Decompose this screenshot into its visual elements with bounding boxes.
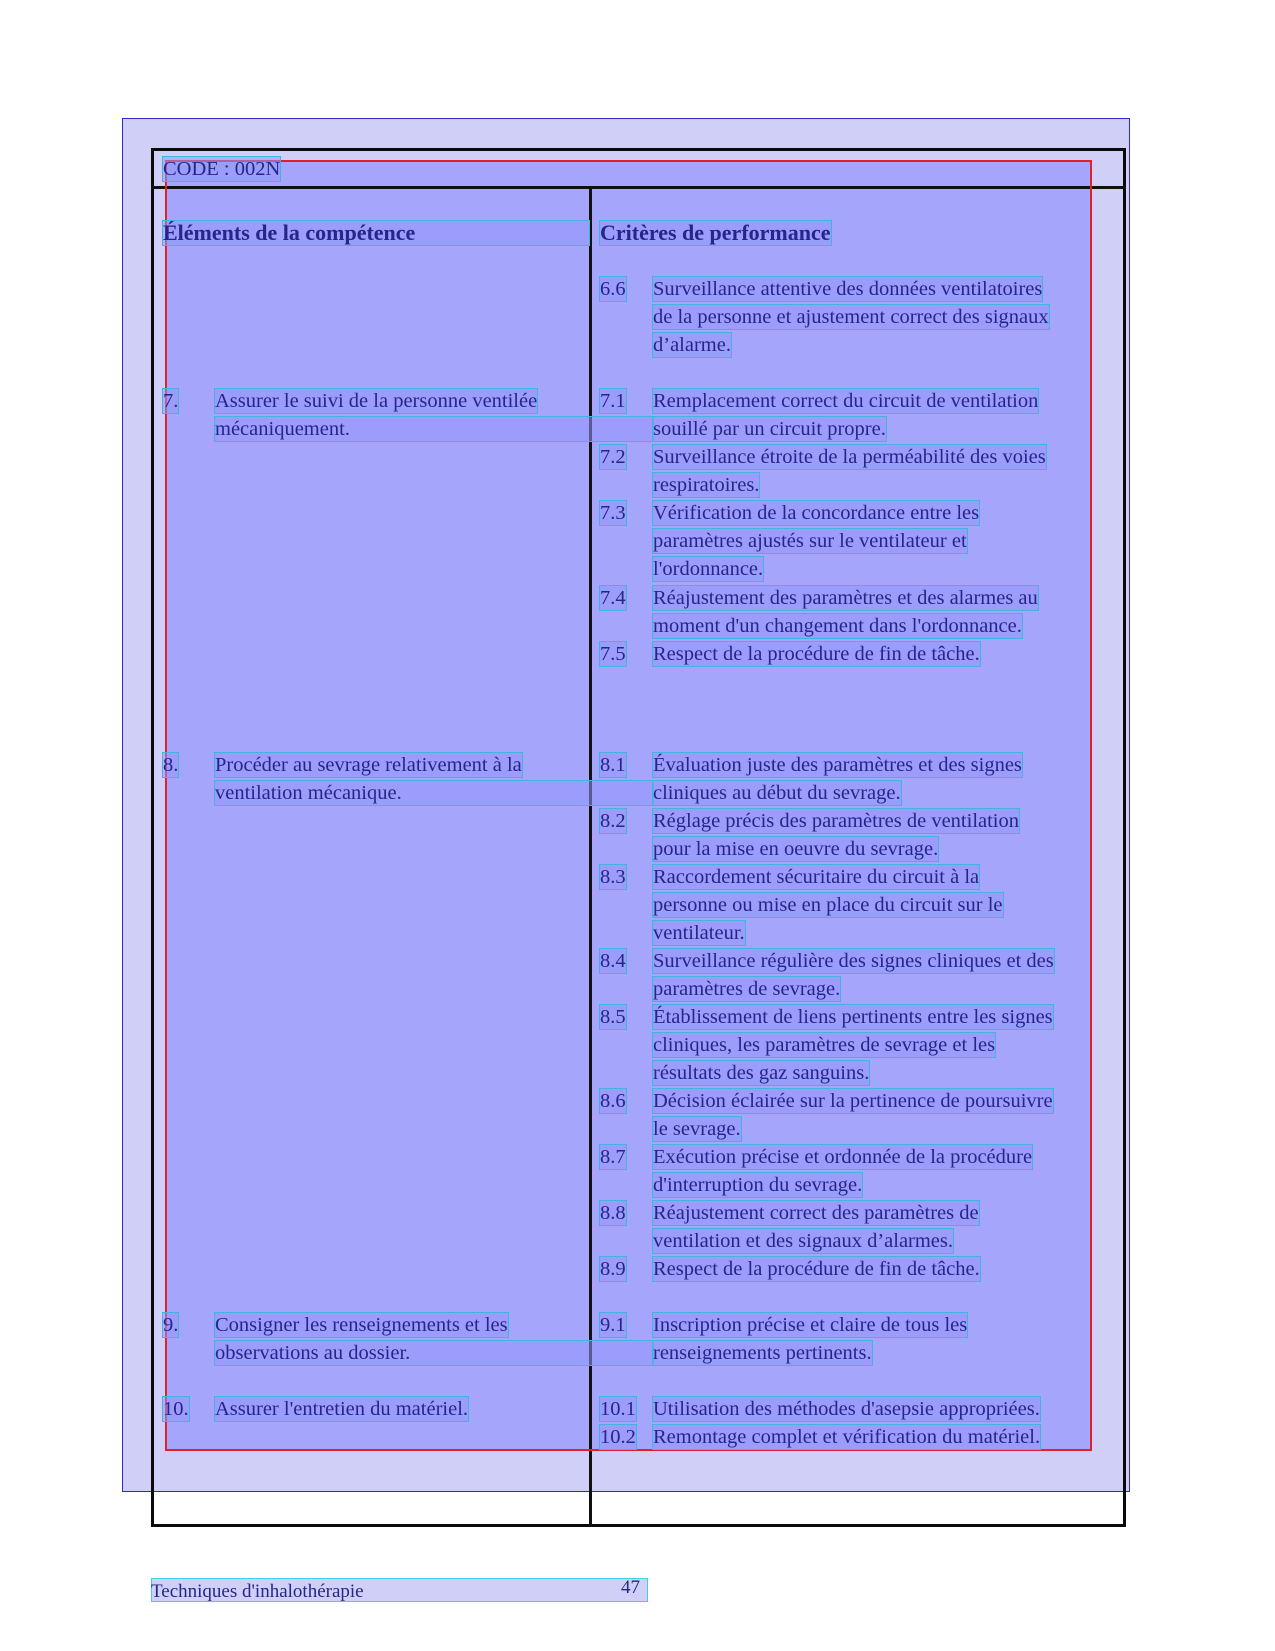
criterion-text-line: Inscription précise et claire de tous les xyxy=(653,1314,968,1336)
criterion-text-line: Établissement de liens pertinents entre les signes xyxy=(653,1006,1053,1028)
criterion-text-line: d'interruption du sevrage. xyxy=(653,1174,863,1196)
footer-program-title: Techniques d'inhalothérapie xyxy=(151,1581,364,1602)
criterion-text-line: Respect de la procédure de fin de tâche. xyxy=(653,643,980,665)
criterion-number: 7.2 xyxy=(600,446,626,468)
criterion-number: 6.6 xyxy=(600,278,626,300)
code-label: CODE : 002N xyxy=(163,158,281,180)
criterion-text-line: Vérification de la concordance entre les xyxy=(653,502,980,524)
criterion-text-line: Surveillance régulière des signes cliniques et des xyxy=(653,950,1054,972)
criterion-number: 7.3 xyxy=(600,502,626,524)
criterion-number: 10.1 xyxy=(600,1398,636,1420)
criterion-text-line: Utilisation des méthodes d'asepsie appropriées. xyxy=(653,1398,1040,1420)
element-text-line: mécaniquement. xyxy=(215,417,653,441)
criterion-text-line: paramètres de sevrage. xyxy=(653,978,841,1000)
criterion-text-line: Remontage complet et vérification du matériel. xyxy=(653,1426,1041,1448)
criterion-text-line: cliniques, les paramètres de sevrage et les xyxy=(653,1034,996,1056)
criterion-text-line: l'ordonnance. xyxy=(653,558,764,580)
criterion-number: 7.1 xyxy=(600,390,626,412)
criterion-text-line: Évaluation juste des paramètres et des signes xyxy=(653,754,1022,776)
criterion-text-line: respiratoires. xyxy=(653,474,760,496)
element-text-line: Assurer l'entretien du matériel. xyxy=(215,1398,469,1420)
criterion-text-line: d’alarme. xyxy=(653,334,731,356)
criterion-text-line: résultats des gaz sanguins. xyxy=(653,1062,870,1084)
criterion-text-line: pour la mise en oeuvre du sevrage. xyxy=(653,838,939,860)
element-text-line: Procéder au sevrage relativement à la xyxy=(215,754,522,776)
criterion-text-line: de la personne et ajustement correct des signaux xyxy=(653,306,1049,328)
criterion-text-line: Réajustement des paramètres et des alarmes au xyxy=(653,587,1038,609)
criterion-text-line: Réajustement correct des paramètres de xyxy=(653,1202,979,1224)
criterion-text-line: souillé par un circuit propre. xyxy=(653,418,886,440)
footer-page-number: 47 xyxy=(621,1577,640,1598)
criterion-number: 8.4 xyxy=(600,950,626,972)
criterion-text-line: Surveillance attentive des données ventilatoires xyxy=(653,278,1043,300)
criterion-number: 8.6 xyxy=(600,1090,626,1112)
element-number: 8. xyxy=(163,754,179,776)
header-elements-competence: Éléments de la compétence xyxy=(163,221,589,245)
criterion-text-line: Réglage précis des paramètres de ventilation xyxy=(653,810,1020,832)
criterion-text-line: moment d'un changement dans l'ordonnance. xyxy=(653,615,1022,637)
criterion-number: 7.4 xyxy=(600,587,626,609)
criterion-number: 8.1 xyxy=(600,754,626,776)
element-text-line: observations au dossier. xyxy=(215,1341,653,1365)
criterion-text-line: Remplacement correct du circuit de ventilation xyxy=(653,390,1039,412)
element-number: 10. xyxy=(163,1398,189,1420)
element-number: 7. xyxy=(163,390,179,412)
criterion-number: 9.1 xyxy=(600,1314,626,1336)
criterion-number: 8.5 xyxy=(600,1006,626,1028)
element-text-line: ventilation mécanique. xyxy=(215,781,653,805)
criterion-text-line: Raccordement sécuritaire du circuit à la xyxy=(653,866,980,888)
criterion-number: 10.2 xyxy=(600,1426,636,1448)
criterion-text-line: renseignements pertinents. xyxy=(653,1342,872,1364)
element-text-line: Assurer le suivi de la personne ventilée xyxy=(215,390,538,412)
criterion-text-line: personne ou mise en place du circuit sur le xyxy=(653,894,1003,916)
element-number: 9. xyxy=(163,1314,179,1336)
header-criteres-performance: Critères de performance xyxy=(600,220,831,245)
criterion-number: 8.3 xyxy=(600,866,626,888)
criterion-number: 8.7 xyxy=(600,1146,626,1168)
criterion-number: 8.2 xyxy=(600,810,626,832)
criterion-text-line: ventilateur. xyxy=(653,922,745,944)
criterion-text-line: paramètres ajustés sur le ventilateur et xyxy=(653,530,967,552)
criterion-text-line: cliniques au début du sevrage. xyxy=(653,782,901,804)
criterion-text-line: Exécution précise et ordonnée de la procédure xyxy=(653,1146,1033,1168)
criterion-number: 7.5 xyxy=(600,643,626,665)
criterion-text-line: Surveillance étroite de la perméabilité des voies xyxy=(653,446,1046,468)
criterion-number: 8.8 xyxy=(600,1202,626,1224)
criterion-text-line: le sevrage. xyxy=(653,1118,741,1140)
criterion-number: 8.9 xyxy=(600,1258,626,1280)
criterion-text-line: ventilation et des signaux d’alarmes. xyxy=(653,1230,954,1252)
criterion-text-line: Décision éclairée sur la pertinence de poursuivre xyxy=(653,1090,1053,1112)
criterion-text-line: Respect de la procédure de fin de tâche. xyxy=(653,1258,980,1280)
element-text-line: Consigner les renseignements et les xyxy=(215,1314,508,1336)
